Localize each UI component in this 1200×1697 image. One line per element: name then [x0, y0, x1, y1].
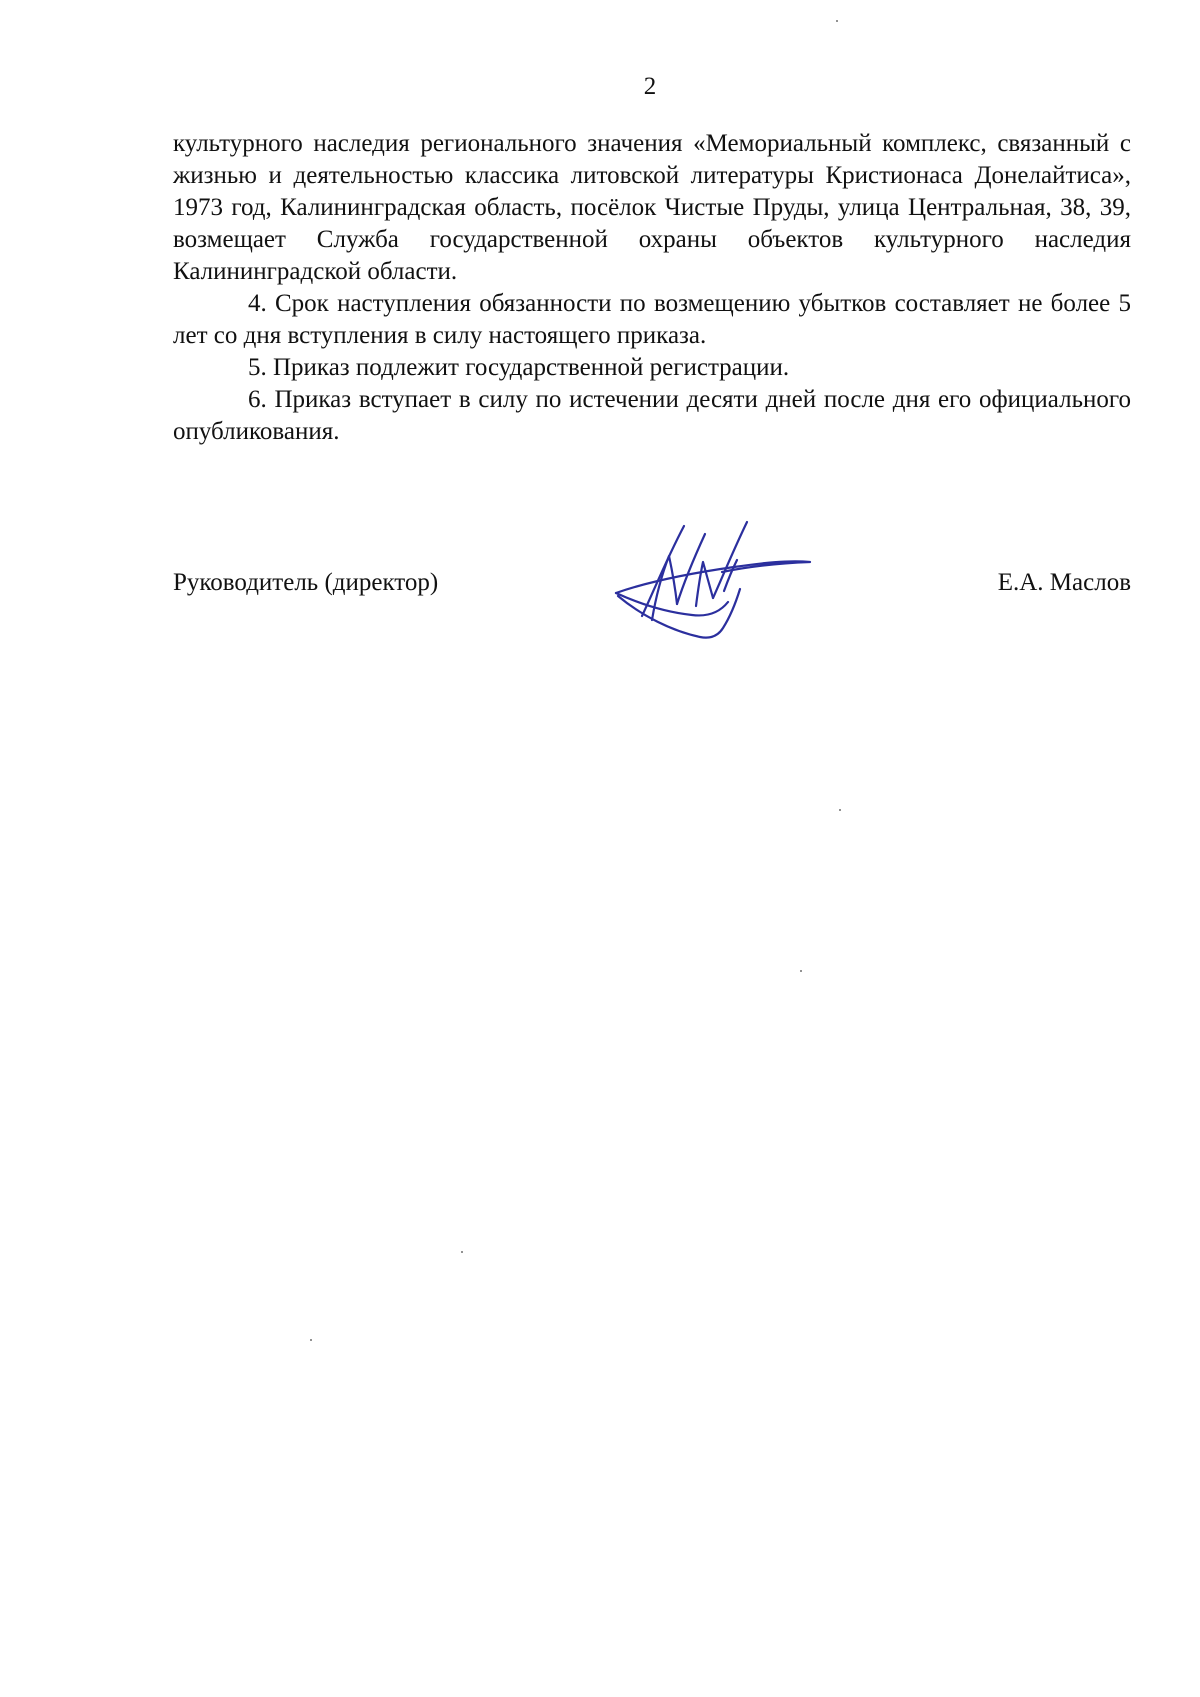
signer-title: Руководитель (директор) [173, 569, 439, 596]
scan-speck [310, 1339, 312, 1341]
paragraph-item-5: 5. Приказ подлежит государственной регистрации. [248, 354, 790, 381]
scan-speck [800, 970, 802, 972]
signer-name: Е.А. Маслов [997, 569, 1131, 596]
paragraph-item-6: 6. Приказ вступает в силу по истечении десяти дней после дня его официального опубликования. [173, 386, 1131, 445]
page-number: 2 [643, 73, 657, 100]
paragraph-item-4: 4. Срок наступления обязанности по возмещению убытков составляет не более 5 лет со дня вступления в силу настоящего приказа. [173, 290, 1131, 349]
document-body [173, 128, 1131, 448]
paragraph-continuation: культурного наследия регионального значения «Мемориальный комплекс, связанный с жизнью и деятельностью классика литовской литературы Кристионаса Донелайтиса», 1973 год, Калининградская область, посёлок Чистые Пруды, улица Центральная, 38, 39, возмещает Служба государственной охраны объектов культурного наследия Калининградской области. [173, 130, 1131, 285]
handwritten-signature [612, 520, 822, 645]
scan-speck [839, 809, 841, 811]
scan-speck [836, 20, 838, 22]
scan-speck [461, 1251, 463, 1253]
